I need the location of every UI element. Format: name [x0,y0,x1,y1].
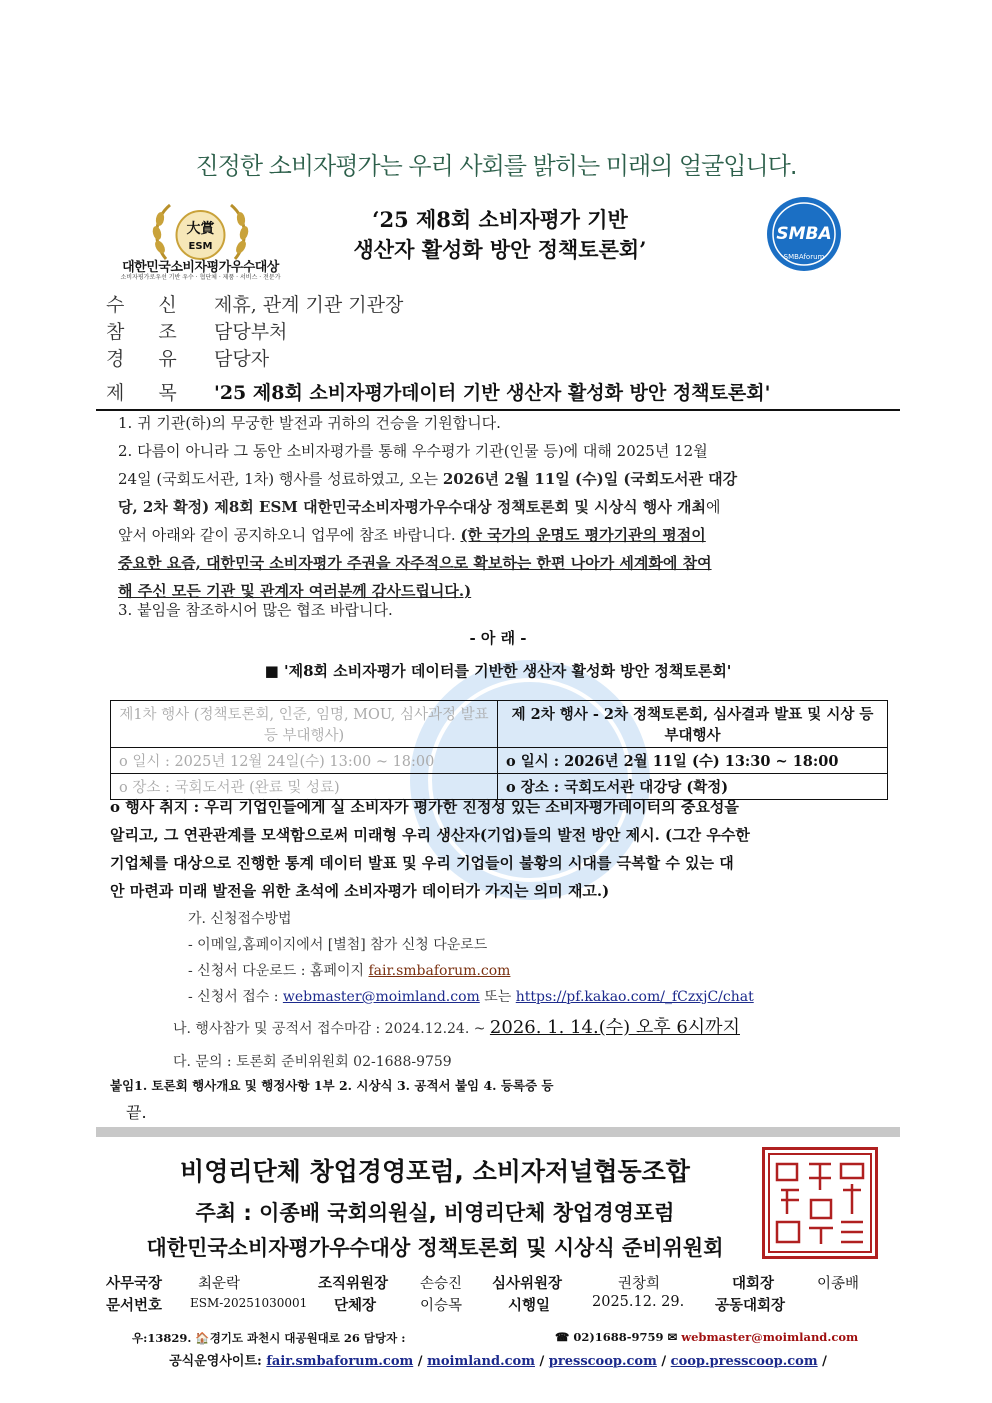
address: 우:13829. 🏠경기도 과천시 대공원대로 26 담당자 : [132,1331,406,1345]
official-sites: 공식운영사이트: fair.smbaforum.com / moimland.com / presscoop.com / coop.presscoop.com / [169,1354,827,1369]
table-cell: 제1차 행사 (정책토론회, 인준, 임명, MOU, 심사과정 발표 등 부대행사) [111,701,498,748]
paragraph-2-line: 24일 (국회도서관, 1차) 행사를 성료하였고, 오는 2026년 2월 11일 (수)일 (국회도서관 대강 [118,470,738,488]
title-line-2: 생산자 활성화 방안 정책토론회’ [353,237,647,262]
smba-sub: SMBAforum [783,253,825,261]
header-subject [106,378,770,405]
event-purpose [110,793,900,905]
site-link[interactable]: coop.presscoop.com [670,1354,818,1369]
award-abbr: ESM [188,241,213,252]
official-seal [762,1147,878,1259]
table-row [111,701,888,748]
title-line-1: ‘25 제8회 소비자평가 기반 [372,207,628,232]
purpose-line: o 행사 취지 : 우리 기업인들에게 실 소비자가 평가한 진정성 있는 소비자평가데이터의 중요성을 [110,798,739,816]
apply-item-1: - 이메일,홈페이지에서 [별첨] 참가 신청 다운로드 [188,937,488,953]
header-label: 경유 [106,348,211,370]
event-title: ■ '제8회 소비자평가 데이터를 기반한 생산자 활성화 방안 정책토론회' [264,662,732,680]
site-link[interactable]: presscoop.com [548,1354,657,1369]
site-link[interactable]: moimland.com [427,1354,535,1369]
table-cell: o 일시 : 2026년 2월 11일 (수) 13:30 ~ 18:00 [498,748,888,774]
table-cell: 제 2차 행사 - 2차 정책토론회, 심사결과 발표 및 시상 등 부대행사 [498,701,888,748]
award-name: 대한민국소비자평가우수대상 [122,260,279,275]
paragraph-2-line: 당, 2차 확정) 제8회 ESM 대한민국소비자평가우수대상 정책토론회 및 시상식 행사 개최에 [118,498,721,516]
header-label: 수신 [106,294,211,316]
purpose-line: 알리고, 그 연관관계를 모색함으로써 미래형 우리 생산자(기업)들의 발전 방안 제시. (그간 우수한 [110,826,750,844]
smba-logo [765,195,843,273]
paragraph-2-line: 앞서 아래와 같이 공지하오니 업무에 참조 바랍니다. (한 국가의 운명도 평가기관의 평점이 [118,526,706,544]
org-host: 주최 : 이종배 국회의원실, 비영리단체 창업경영포럼 [195,1201,675,1225]
purpose-line: 기업체를 대상으로 진행한 통계 데이터 발표 및 우리 기업들이 불황의 시대를 극복할 수 있는 대 [110,854,734,872]
table-cell: o 일시 : 2025년 12월 24일(수) 13:00 ~ 18:00 [111,748,498,774]
email-link[interactable]: webmaster@moimland.com [282,989,480,1005]
header-label: 참조 [106,321,211,343]
header-label: 제목 [106,382,211,404]
header-via [106,344,269,371]
header-value: 제휴, 관계 기관 기관장 [214,294,404,316]
header-recipient [106,290,403,317]
apply-item-3: - 신청서 접수 : webmaster@moimland.com 또는 https://pf.kakao.com/_fCzxjC/chat [188,989,754,1005]
footer-divider [96,1127,900,1137]
paragraph-2-line: 해 주신 모든 기관 및 관계자 여러분께 감사드립니다.) [118,582,472,600]
table-row [111,748,888,774]
deadline-date: 2026. 1. 14.(수) 오후 6시까지 [489,1017,740,1038]
deadline: 나. 행사참가 및 공적서 접수마감 : 2024.12.24. ~ 2026. 1. 14.(수) 오후 6시까지 [173,1017,740,1038]
kakao-link[interactable]: https://pf.kakao.com/_fCzxjC/chat [515,989,754,1005]
event-table [110,700,888,800]
header-value: 담당부처 [214,321,288,343]
table-cell: o 장소 : 국회도서관 (완료 및 성료) [111,774,498,800]
site-link[interactable]: fair.smbaforum.com [266,1354,414,1369]
header-reference [106,317,287,344]
footer-email[interactable]: webmaster@moimland.com [681,1330,859,1344]
org-name: 비영리단체 창업경영포럼, 소비자저널협동조합 [180,1157,690,1186]
award-tagline: 소비자평가로우선 기반 우수 · 협단체 · 제품 · 서비스 · 전문가 [120,274,281,281]
contact: 다. 문의 : 토론회 준비위원회 02-1688-9759 [173,1054,452,1070]
purpose-line: 안 마련과 미래 발전을 위한 초석에 소비자평가 데이터가 가지는 의미 재고.) [110,882,610,900]
smba-main: SMBA [776,224,832,244]
paragraph-3: 3. 붙임을 참조하시어 많은 협조 바랍니다. [118,601,393,619]
paragraph-2-line: 2. 다름이 아니라 그 동안 소비자평가를 통해 우수평가 기관(인물 등)에 대해 2025년 12월 [118,442,708,460]
org-committee: 대한민국소비자평가우수대상 정책토론회 및 시상식 준비위원회 [146,1236,724,1260]
seal-pattern [765,1150,875,1256]
homepage-link[interactable]: fair.smbaforum.com [368,963,511,979]
table-cell: o 장소 : 국회도서관 대강당 (확정) [498,774,888,800]
header-value: 담당자 [214,348,270,370]
header-value: '25 제8회 소비자평가데이터 기반 생산자 활성화 방안 정책토론회' [214,382,771,404]
paragraph-2 [118,437,888,605]
contact-line: ☎ 02)1688-9759 ✉ webmaster@moimland.com [555,1330,859,1344]
paragraph-2-line: 중요한 요즘, 대한민국 소비자평가 주권을 자주적으로 확보하는 한편 나아가 세계화에 참여 [118,554,712,572]
document-title [300,205,700,265]
attachment-list: 붙임1. 토론회 행사개요 및 행정사항 1부 2. 시상식 3. 공적서 붙임 4. 등록증 등 [110,1078,554,1093]
slogan: 진정한 소비자평가는 우리 사회를 밝히는 미래의 얼굴입니다. [195,152,797,180]
below-heading: - 아 래 - [469,629,527,647]
paragraph-1: 1. 귀 기관(하)의 무궁한 발전과 귀하의 건승을 기원합니다. [118,414,501,432]
apply-heading: 가. 신청접수방법 [188,911,292,927]
apply-item-2: - 신청서 다운로드 : 홈페이지 fair.smbaforum.com [188,963,511,979]
end-mark: 끝. [126,1103,147,1122]
award-big: 大賞 [186,221,215,237]
